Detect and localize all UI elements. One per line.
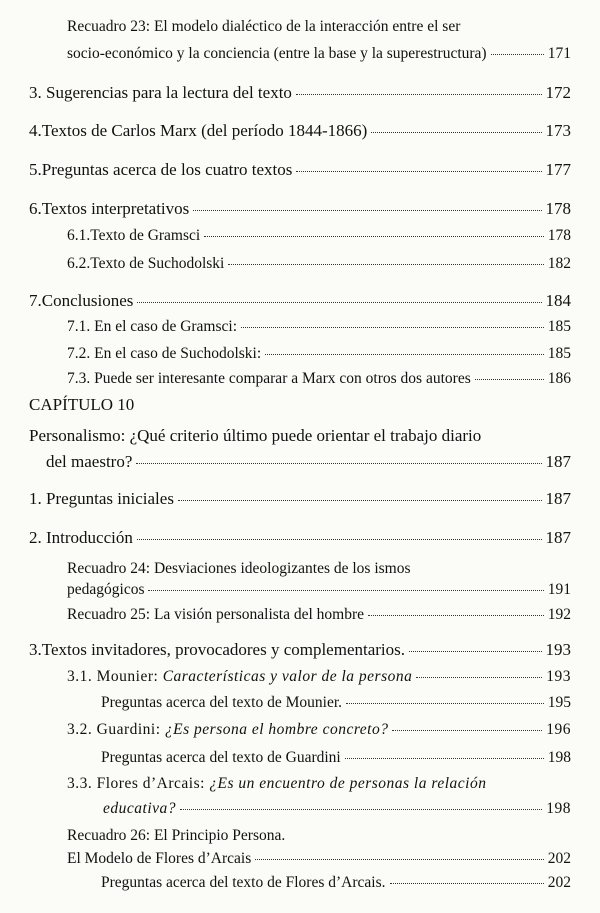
toc-section-6-1[interactable] xyxy=(67,228,571,244)
toc-entry-title: Características y valor de la persona xyxy=(162,668,413,685)
toc-entry-label: 5.Preguntas acerca de los cuatro textos xyxy=(29,160,293,179)
leader-dots xyxy=(475,379,544,380)
toc-section-6-2[interactable] xyxy=(67,256,571,272)
page-number: 185 xyxy=(547,318,571,335)
toc-ch10-section-3[interactable] xyxy=(29,641,571,658)
toc-entry-label: 7.1. En el caso de Gramsci: xyxy=(67,318,238,335)
toc-entry-label: 6.1.Texto de Gramsci xyxy=(67,227,201,244)
page-number: 187 xyxy=(545,489,571,508)
toc-entry-label: Preguntas acerca del texto de Flores d’Arcais. xyxy=(101,874,386,891)
leader-dots xyxy=(416,677,542,678)
toc-entry-label: 2. Introducción xyxy=(29,528,133,547)
page-number: 195 xyxy=(547,694,571,711)
leader-dots xyxy=(255,859,544,860)
leader-dots xyxy=(137,302,541,303)
toc-entry-label xyxy=(67,722,388,738)
toc-entry-label: 7.2. En el caso de Suchodolski: xyxy=(67,345,262,362)
toc-recuadro-26-line1: Recuadro 26: El Principio Persona. xyxy=(67,827,286,844)
toc-recuadro-25[interactable] xyxy=(67,607,571,623)
leader-dots xyxy=(368,615,544,616)
leader-dots xyxy=(390,883,544,884)
toc-section-4[interactable] xyxy=(29,122,571,139)
toc-entry-label: Preguntas acerca del texto de Guardini xyxy=(101,749,341,766)
page-number: 202 xyxy=(547,850,571,867)
toc-section-5[interactable] xyxy=(29,161,571,178)
toc-entry-prefix: 3.2. Guardini: xyxy=(67,721,165,738)
toc-entry-label: 3.Textos invitadores, provocadores y complementarios. xyxy=(29,640,406,659)
leader-dots xyxy=(136,463,541,464)
page-number: 187 xyxy=(545,452,571,471)
leader-dots xyxy=(265,354,544,355)
leader-dots xyxy=(178,500,542,501)
toc-section-7-1[interactable] xyxy=(67,319,571,335)
toc-recuadro-26[interactable] xyxy=(67,851,571,867)
toc-entry-label: 6.2.Texto de Suchodolski xyxy=(67,255,225,272)
page-number: 202 xyxy=(547,874,571,891)
toc-chapter-10[interactable] xyxy=(46,453,571,470)
leader-dots xyxy=(193,210,541,211)
toc-entry-title: ¿Es un encuentro de personas la relación xyxy=(209,775,487,792)
page-number: 178 xyxy=(547,227,571,244)
page-number: 171 xyxy=(547,45,571,62)
toc-section-7-3[interactable] xyxy=(67,371,571,387)
toc-recuadro-24-line2: pedagógicos xyxy=(67,581,145,598)
page-number: 192 xyxy=(547,606,571,623)
toc-ch10-section-3-1[interactable] xyxy=(67,669,571,685)
page-number: 178 xyxy=(545,199,571,218)
toc-recuadro-26-line2: El Modelo de Flores d’Arcais xyxy=(67,850,252,867)
toc-entry-label: 4.Textos de Carlos Marx (del período 1844-1866) xyxy=(29,121,368,140)
leader-dots xyxy=(148,590,543,591)
toc-questions-guardini[interactable] xyxy=(101,750,571,766)
toc-questions-flores[interactable] xyxy=(101,875,571,891)
toc-ch10-section-2[interactable] xyxy=(29,529,571,546)
leader-dots xyxy=(228,264,543,265)
leader-dots xyxy=(296,171,541,172)
page-number: 193 xyxy=(546,668,571,685)
leader-dots xyxy=(345,758,544,759)
toc-entry-prefix: 3.1. Mounier: xyxy=(67,668,163,685)
toc-entry-label: 3. Sugerencias para la lectura del texto xyxy=(29,83,292,102)
leader-dots xyxy=(137,539,542,540)
toc-recuadro-24[interactable] xyxy=(67,582,571,598)
toc-entry-label: 7.3. Puede ser interesante comparar a Marx con otros dos autores xyxy=(67,370,471,387)
page-number: 177 xyxy=(545,160,571,179)
toc-section-7-2[interactable] xyxy=(67,346,571,362)
page-number: 172 xyxy=(545,83,571,102)
toc-section-7[interactable] xyxy=(29,292,571,309)
leader-dots xyxy=(204,236,544,237)
leader-dots xyxy=(241,327,544,328)
leader-dots xyxy=(371,132,541,133)
toc-recuadro-23[interactable] xyxy=(67,46,571,62)
leader-dots xyxy=(491,54,544,55)
toc-section-3[interactable] xyxy=(29,84,571,101)
toc-entry-label: Preguntas acerca del texto de Mounier. xyxy=(101,694,343,711)
toc-recuadro-23-line1: Recuadro 23: El modelo dialéctico de la interacción entre el ser xyxy=(67,18,461,35)
toc-ch10-section-3-2[interactable] xyxy=(67,722,571,738)
toc-ch10-section-3-3[interactable] xyxy=(103,801,571,817)
page-number: 191 xyxy=(547,581,571,598)
toc-entry-label: 6.Textos interpretativos xyxy=(29,199,190,218)
leader-dots xyxy=(180,809,542,810)
chapter-heading: CAPÍTULO 10 xyxy=(29,395,135,414)
leader-dots xyxy=(392,730,542,731)
toc-entry-label xyxy=(67,669,412,685)
page-number: 198 xyxy=(547,749,571,766)
toc-recuadro-24-line1: Recuadro 24: Desviaciones ideologizantes de los ismos xyxy=(67,560,411,577)
leader-dots xyxy=(346,703,544,704)
toc-questions-mounier[interactable] xyxy=(101,695,571,711)
page-number: 198 xyxy=(546,800,571,817)
toc-entry-title-cont: educativa? xyxy=(103,800,177,817)
toc-entry-label: 1. Preguntas iniciales xyxy=(29,489,174,508)
toc-chapter-10-line1: Personalismo: ¿Qué criterio último puede orientar el trabajo diario xyxy=(29,426,482,445)
toc-ch10-section-3-3-line1 xyxy=(67,776,486,792)
page-number: 196 xyxy=(546,721,571,738)
toc-entry-label: 7.Conclusiones xyxy=(29,291,134,310)
page-number: 184 xyxy=(545,291,571,310)
leader-dots xyxy=(296,94,542,95)
toc-entry-label: Recuadro 25: La visión personalista del hombre xyxy=(67,606,365,623)
page-number: 186 xyxy=(547,370,571,387)
page-number: 185 xyxy=(547,345,571,362)
leader-dots xyxy=(409,651,541,652)
toc-chapter-10-line2: del maestro? xyxy=(46,452,133,471)
page-number: 182 xyxy=(547,255,571,272)
toc-entry-title: ¿Es persona el hombre concreto? xyxy=(164,721,389,738)
page-number: 173 xyxy=(545,121,571,140)
page-number: 187 xyxy=(545,528,571,547)
toc-section-6[interactable] xyxy=(29,200,571,217)
toc-recuadro-23-line2: socio-económico y la conciencia (entre la base y la superestructura) xyxy=(67,45,487,62)
page-number: 193 xyxy=(545,640,571,659)
toc-entry-prefix: 3.3. Flores d’Arcais: xyxy=(67,775,210,792)
toc-ch10-section-1[interactable] xyxy=(29,490,571,507)
